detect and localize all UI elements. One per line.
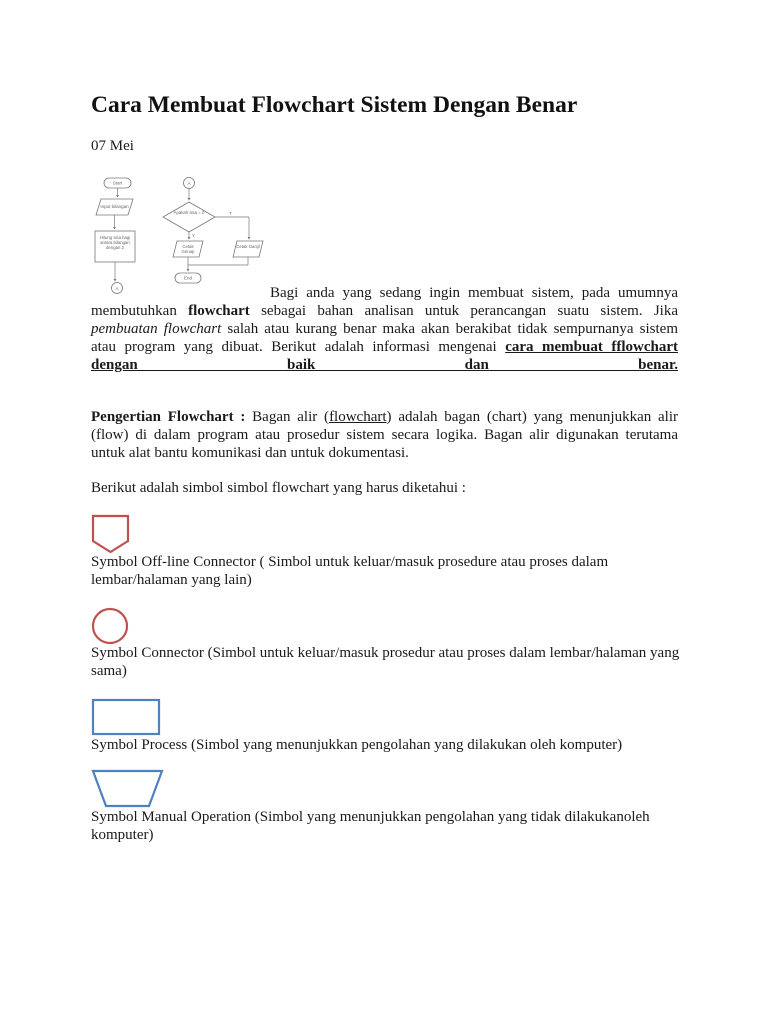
svg-text:T: T <box>229 211 232 216</box>
flowchart-link[interactable]: flowchart <box>329 409 387 425</box>
process-icon <box>91 698 163 738</box>
intro-paragraph: Bagi anda yang sedang ingin membuat sistem, pada umumnya membutuhkan flowchart sebagai bahan analisan untuk perancangan suatu sistem. Jika pembuatan flowchart salah atau kurang benar maka akan berakibat tidak sempurnanya sistem atau program yang dibuat. Berikut adalah informasi mengenai cara membuat fflowchart dengan baik dan benar. <box>91 285 678 373</box>
italic-term: pembuatan flowchart <box>91 321 222 337</box>
manual-operation-icon <box>91 769 165 809</box>
page-title: Cara Membuat Flowchart Sistem Dengan Benar <box>91 92 578 118</box>
fc-start-label: Start <box>112 180 123 186</box>
fc-input-label: Input bilangan <box>100 204 129 209</box>
symbols-lead-text: Berikut adalah simbol simbol flowchart yang harus diketahui : <box>91 480 466 496</box>
off-line-connector-icon <box>91 514 131 554</box>
post-date: 07 Mei <box>91 138 134 154</box>
connector-icon <box>91 607 131 647</box>
svg-text:Y: Y <box>192 233 196 238</box>
flowchart-term: flowchart <box>188 303 250 319</box>
symbol-manual-operation-caption: Symbol Manual Operation (Simbol yang menunjukkan pengolahan yang tidak dilakukanoleh komputer) <box>91 809 650 843</box>
definition-paragraph: Pengertian Flowchart : Bagan alir (flowchart) adalah bagan (chart) yang menunjukkan alir (flow) di dalam program atau prosedur sistem secara logika. Bagan alir digunakan terutama untuk alat bantu komunikasi dan untuk dokumentasi. <box>91 409 679 461</box>
svg-text:A: A <box>187 181 191 186</box>
fc-decision-label: Apakah sisa = 0 <box>173 210 205 215</box>
fc-output-right-label: Cetak Ganjil <box>236 244 260 249</box>
fc-output-left-label: Cetak Genap <box>181 244 195 254</box>
symbol-process-caption: Symbol Process (Simbol yang menunjukkan pengolahan yang dilakukan oleh komputer) <box>91 737 623 753</box>
fc-end-label: End <box>183 275 193 281</box>
symbol-connector-caption: Symbol Connector (Simbol untuk keluar/masuk prosedur atau proses dalam lembar/halaman yang sama) <box>91 645 680 679</box>
svg-text:A: A <box>115 286 119 291</box>
cara-membuat-flowchart-link[interactable]: cara membuat fflowchart dengan baik dan benar. <box>91 339 678 373</box>
symbol-off-line-connector-caption: Symbol Off-line Connector ( Simbol untuk keluar/masuk prosedure atau proses dalam lembar/halaman yang lain) <box>91 554 609 588</box>
fc-process-label: Hitung sisa bagi antara bilangan dengan 2 <box>99 235 131 250</box>
definition-label: Pengertian Flowchart : <box>91 409 246 425</box>
flowchart-example-image <box>91 175 271 300</box>
